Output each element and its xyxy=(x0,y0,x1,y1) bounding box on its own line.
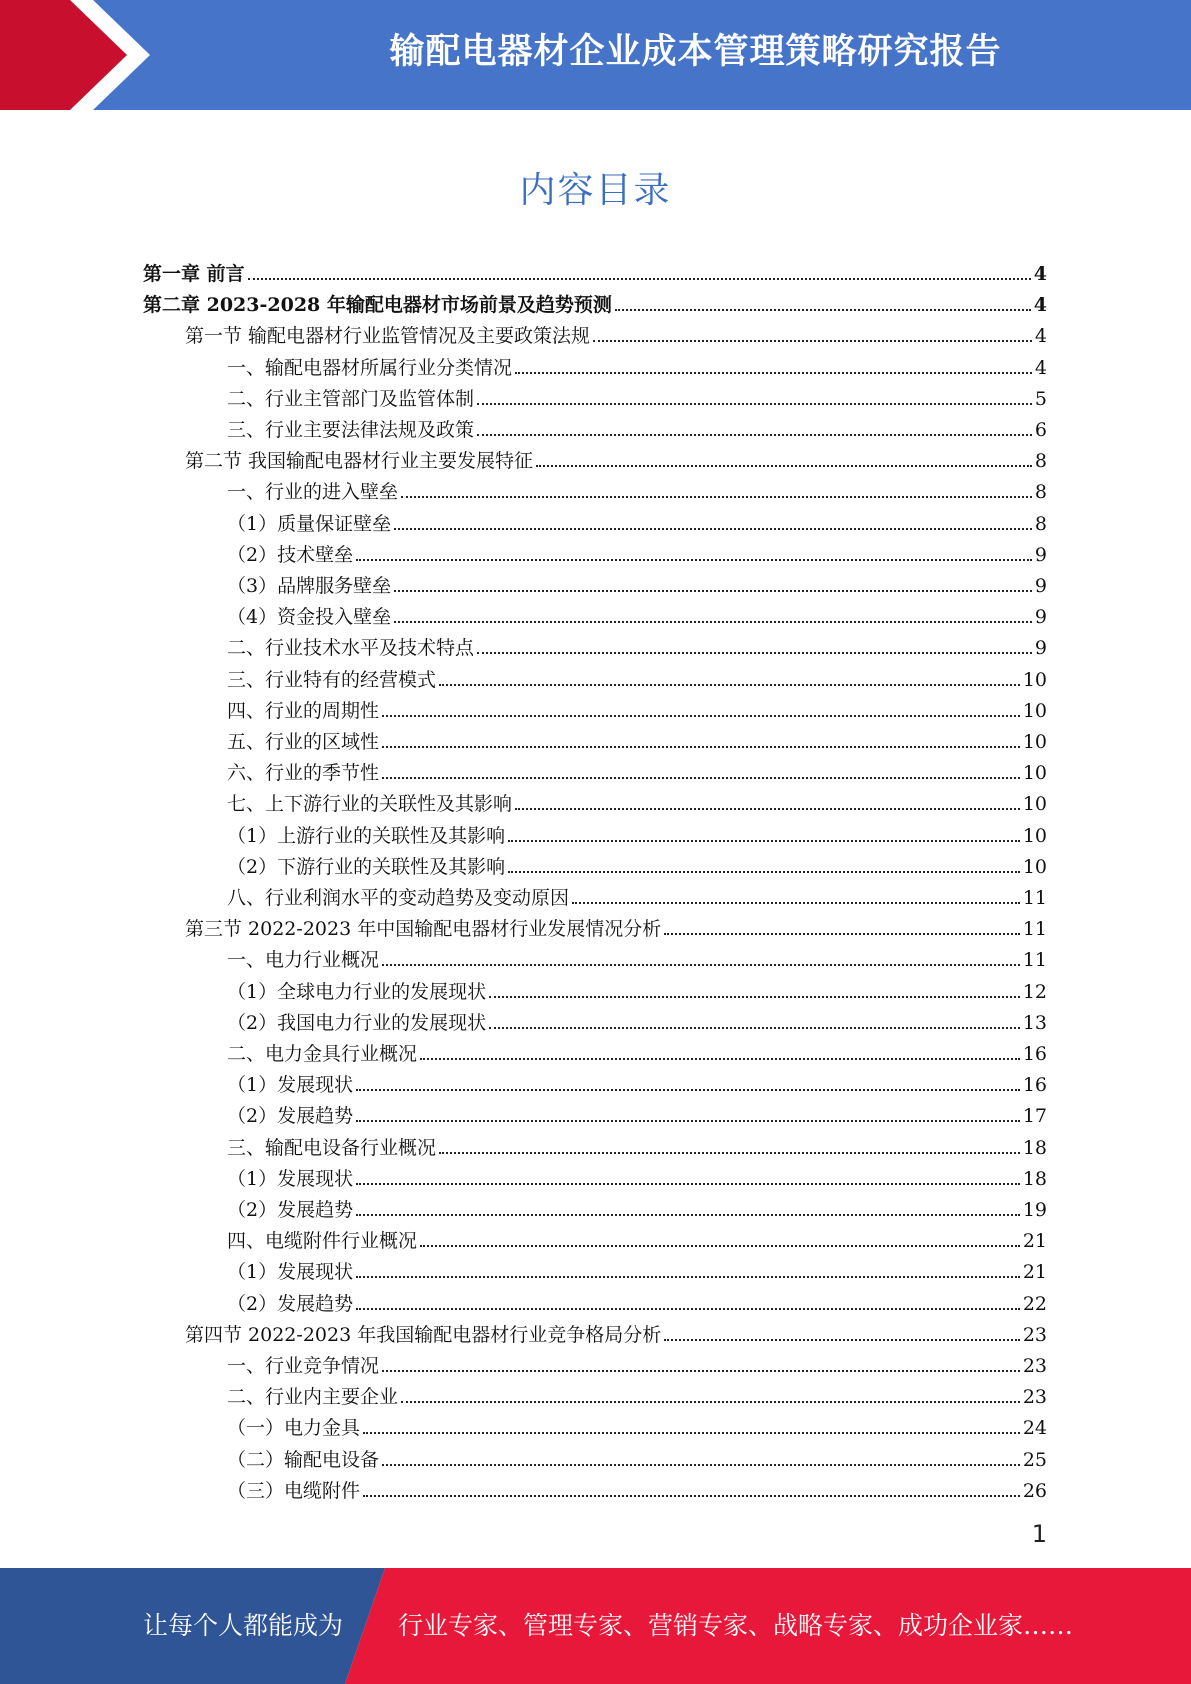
toc-entry[interactable] xyxy=(227,1065,1047,1096)
toc-entry-title: 七、上下游行业的关联性及其影响 xyxy=(227,793,513,816)
toc-entry[interactable] xyxy=(143,285,1047,316)
toc-entry[interactable] xyxy=(227,1440,1047,1471)
toc-dot-leader xyxy=(515,372,1032,374)
footer-slogan-right: 行业专家、管理专家、营销专家、战略专家、成功企业家…… xyxy=(398,1611,1074,1640)
toc-entry-title: （2）发展趋势 xyxy=(227,1105,354,1128)
toc-entry[interactable] xyxy=(185,909,1047,940)
toc-entry-page: 10 xyxy=(1022,855,1047,878)
toc-dot-leader xyxy=(382,777,1020,779)
toc-entry-title: 三、行业特有的经营模式 xyxy=(227,668,437,691)
toc-entry-title: （二）输配电设备 xyxy=(227,1448,380,1471)
toc-entry[interactable] xyxy=(227,566,1047,597)
toc-entry-page: 16 xyxy=(1022,1074,1047,1097)
toc-entry-title: （2）发展趋势 xyxy=(227,1199,354,1221)
toc-dot-leader xyxy=(508,840,1020,842)
toc-dot-leader xyxy=(356,1183,1020,1185)
toc-entry[interactable] xyxy=(227,691,1047,722)
toc-dot-leader xyxy=(615,309,1031,311)
toc-entry[interactable] xyxy=(227,1128,1047,1159)
toc-entry-page: 23 xyxy=(1022,1386,1047,1409)
toc-dot-leader xyxy=(382,964,1020,966)
toc-entry-page: 21 xyxy=(1022,1261,1047,1284)
toc-dot-leader xyxy=(356,559,1032,561)
toc-dot-leader xyxy=(401,496,1032,498)
toc-entry-title: （1）上游行业的关联性及其影响 xyxy=(227,824,506,847)
toc-entry[interactable] xyxy=(227,472,1047,503)
toc-entry[interactable] xyxy=(227,940,1047,971)
toc-entry-title: 三、输配电设备行业概况 xyxy=(227,1136,437,1159)
toc-entry-title: （1）发展现状 xyxy=(227,1074,354,1097)
toc-entry[interactable] xyxy=(227,753,1047,784)
toc-dot-leader xyxy=(664,1339,1020,1341)
toc-dot-leader xyxy=(382,1370,1020,1372)
toc-entry-page: 9 xyxy=(1034,637,1047,660)
toc-entry[interactable] xyxy=(227,628,1047,659)
toc-dot-leader xyxy=(356,1214,1020,1216)
toc-entry[interactable] xyxy=(227,847,1047,878)
toc-entry-page: 4 xyxy=(1033,263,1047,285)
toc-entry-page: 8 xyxy=(1034,481,1047,504)
toc-entry-page: 11 xyxy=(1022,918,1047,941)
toc-dot-leader xyxy=(363,1432,1020,1434)
toc-entry-page: 10 xyxy=(1022,668,1047,691)
toc-entry-title: 四、电缆附件行业概况 xyxy=(227,1230,418,1253)
toc-entry[interactable] xyxy=(227,1284,1047,1315)
toc-entry-title: 第二章 2023-2028 年输配电器材市场前景及趋势预测 xyxy=(143,294,612,317)
toc-entry[interactable] xyxy=(227,1190,1047,1221)
toc-dot-leader xyxy=(356,1308,1020,1310)
toc-entry-title: （1）质量保证壁垒 xyxy=(227,512,392,535)
toc-entry-page: 9 xyxy=(1034,575,1047,597)
toc-entry[interactable] xyxy=(227,504,1047,535)
toc-entry-page: 10 xyxy=(1022,824,1047,847)
toc-dot-leader xyxy=(439,684,1020,686)
toc-entry-page: 10 xyxy=(1022,793,1047,816)
toc-entry[interactable] xyxy=(227,597,1047,628)
toc-entry[interactable] xyxy=(185,316,1047,347)
toc-dot-leader xyxy=(382,1464,1020,1466)
toc-entry-title: 一、电力行业概况 xyxy=(227,949,380,972)
toc-entry-title: （1）发展现状 xyxy=(227,1261,354,1284)
toc-entry-page: 9 xyxy=(1034,543,1047,566)
toc-entry-page: 10 xyxy=(1022,699,1047,722)
toc-entry-title: （4）资金投入壁垒 xyxy=(227,606,392,629)
page-header xyxy=(0,0,1191,110)
toc-entry-page: 4 xyxy=(1034,356,1047,379)
toc-entry[interactable] xyxy=(227,1221,1047,1252)
toc-entry-title: 第二节 我国输配电器材行业主要发展特征 xyxy=(185,450,534,473)
toc-entry[interactable] xyxy=(227,878,1047,909)
toc-entry-title: （2）下游行业的关联性及其影响 xyxy=(227,855,506,878)
toc-entry-page: 5 xyxy=(1034,387,1047,410)
page-number: 1 xyxy=(1031,1520,1047,1548)
toc-dot-leader xyxy=(572,902,1020,904)
toc-entry-page: 8 xyxy=(1034,450,1047,473)
toc-dot-leader xyxy=(356,1089,1020,1091)
toc-entry-title: 二、电力金具行业概况 xyxy=(227,1043,418,1065)
toc-entry-title: （1）发展现状 xyxy=(227,1167,354,1190)
toc-dot-leader xyxy=(489,1027,1020,1029)
toc-dot-leader xyxy=(382,746,1020,748)
toc-entry-page: 8 xyxy=(1034,512,1047,535)
toc-entry[interactable] xyxy=(185,1315,1047,1346)
toc-entry-page: 18 xyxy=(1022,1136,1047,1159)
page-footer xyxy=(0,1568,1191,1684)
toc-entry-title: 三、行业主要法律法规及政策 xyxy=(227,419,475,441)
toc-entry-title: 六、行业的季节性 xyxy=(227,762,380,785)
toc-entry-page: 24 xyxy=(1022,1417,1047,1440)
toc-entry[interactable] xyxy=(227,1159,1047,1190)
toc-dot-leader xyxy=(394,590,1032,592)
toc-dot-leader xyxy=(420,1058,1020,1060)
toc-entry-page: 11 xyxy=(1022,887,1047,909)
toc-entry[interactable] xyxy=(227,1096,1047,1127)
toc-dot-leader xyxy=(420,1245,1020,1247)
toc-entry-title: 四、行业的周期性 xyxy=(227,699,380,722)
toc-entry-page: 16 xyxy=(1022,1043,1047,1065)
toc-entry[interactable] xyxy=(143,254,1047,285)
toc-entry-title: 二、行业技术水平及技术特点 xyxy=(227,637,475,660)
toc-entry-page: 23 xyxy=(1022,1355,1047,1377)
toc-entry[interactable] xyxy=(227,784,1047,815)
toc-entry-title: 八、行业利润水平的变动趋势及变动原因 xyxy=(227,887,570,909)
toc-dot-leader xyxy=(363,1495,1020,1497)
toc-entry-title: （三）电缆附件 xyxy=(227,1479,361,1502)
toc-entry[interactable] xyxy=(227,410,1047,441)
toc-entry-page: 6 xyxy=(1034,419,1047,441)
footer-slogan-left: 让每个人都能成为 xyxy=(143,1611,344,1640)
toc-entry[interactable] xyxy=(227,535,1047,566)
toc-entry-page: 18 xyxy=(1022,1167,1047,1190)
toc-entry[interactable] xyxy=(227,1034,1047,1065)
toc-dot-leader xyxy=(401,1401,1020,1403)
toc-entry[interactable] xyxy=(227,1346,1047,1377)
toc-entry-page: 19 xyxy=(1022,1199,1047,1221)
toc-entry[interactable] xyxy=(185,441,1047,472)
toc-entry[interactable] xyxy=(227,1408,1047,1439)
toc-entry-title: （2）我国电力行业的发展现状 xyxy=(227,1011,487,1034)
toc-entry-page: 26 xyxy=(1022,1479,1047,1502)
toc-entry-title: 第一节 输配电器材行业监管情况及主要政策法规 xyxy=(185,325,591,348)
toc-entry-page: 23 xyxy=(1022,1323,1047,1346)
toc-dot-leader xyxy=(394,621,1032,623)
toc-entry-page: 12 xyxy=(1022,980,1047,1003)
toc-entry[interactable] xyxy=(227,722,1047,753)
toc-entry[interactable] xyxy=(227,972,1047,1003)
toc-dot-leader xyxy=(489,996,1020,998)
header-arrow-decoration xyxy=(0,0,200,110)
toc-entry[interactable] xyxy=(227,1003,1047,1034)
toc-entry-page: 10 xyxy=(1022,762,1047,785)
toc-entry-title: 第四节 2022-2023 年我国输配电器材行业竞争格局分析 xyxy=(185,1323,662,1346)
toc-entry-title: （3）品牌服务壁垒 xyxy=(227,575,392,597)
toc-entry-page: 22 xyxy=(1022,1292,1047,1315)
toc-entry-title: （1）全球电力行业的发展现状 xyxy=(227,980,487,1003)
toc-dot-leader xyxy=(477,434,1032,436)
toc-entry-title: 一、输配电器材所属行业分类情况 xyxy=(227,356,513,379)
toc-entry-page: 13 xyxy=(1022,1011,1047,1034)
toc-dot-leader xyxy=(439,1152,1020,1154)
toc-entry-page: 21 xyxy=(1022,1230,1047,1253)
toc-dot-leader xyxy=(477,403,1032,405)
toc-entry-page: 25 xyxy=(1022,1448,1047,1471)
toc-entry-title: 一、行业竞争情况 xyxy=(227,1355,380,1377)
toc-entry-page: 4 xyxy=(1033,294,1047,317)
toc-entry-title: （2）发展趋势 xyxy=(227,1292,354,1315)
toc-entry[interactable] xyxy=(227,379,1047,410)
toc-entry[interactable] xyxy=(227,1471,1047,1502)
toc-dot-leader xyxy=(394,528,1032,530)
toc-entry-title: 第一章 前言 xyxy=(143,263,245,285)
toc-dot-leader xyxy=(664,933,1020,935)
toc-dot-leader xyxy=(248,278,1031,280)
toc-entry-page: 4 xyxy=(1034,325,1047,348)
toc-entry-page: 11 xyxy=(1022,949,1047,972)
toc-dot-leader xyxy=(593,340,1032,342)
toc-entry-title: （2）技术壁垒 xyxy=(227,543,354,566)
toc-entry[interactable] xyxy=(227,1377,1047,1408)
toc-dot-leader xyxy=(356,1120,1020,1122)
toc-entry-title: 第三节 2022-2023 年中国输配电器材行业发展情况分析 xyxy=(185,918,662,941)
toc-dot-leader xyxy=(515,808,1020,810)
toc-entry-page: 17 xyxy=(1022,1105,1047,1128)
toc-dot-leader xyxy=(536,465,1032,467)
toc-dot-leader xyxy=(382,715,1020,717)
toc-heading: 内容目录 xyxy=(519,170,672,211)
toc-entry-page: 9 xyxy=(1034,606,1047,629)
toc-entry-title: 二、行业主管部门及监管体制 xyxy=(227,387,475,410)
toc-dot-leader xyxy=(356,1276,1020,1278)
toc-entry-page: 10 xyxy=(1022,731,1047,753)
toc-entry-title: 五、行业的区域性 xyxy=(227,731,380,753)
toc-entry[interactable] xyxy=(227,348,1047,379)
toc-entry-title: 二、行业内主要企业 xyxy=(227,1386,399,1409)
toc-dot-leader xyxy=(508,871,1020,873)
toc-dot-leader xyxy=(477,652,1032,654)
toc-entry[interactable] xyxy=(227,660,1047,691)
toc-entry[interactable] xyxy=(227,1252,1047,1283)
toc-entry[interactable] xyxy=(227,816,1047,847)
toc-entry-title: （一）电力金具 xyxy=(227,1417,361,1440)
report-title: 输配电器材企业成本管理策略研究报告 xyxy=(389,32,1002,72)
toc-entry-title: 一、行业的进入壁垒 xyxy=(227,481,399,504)
